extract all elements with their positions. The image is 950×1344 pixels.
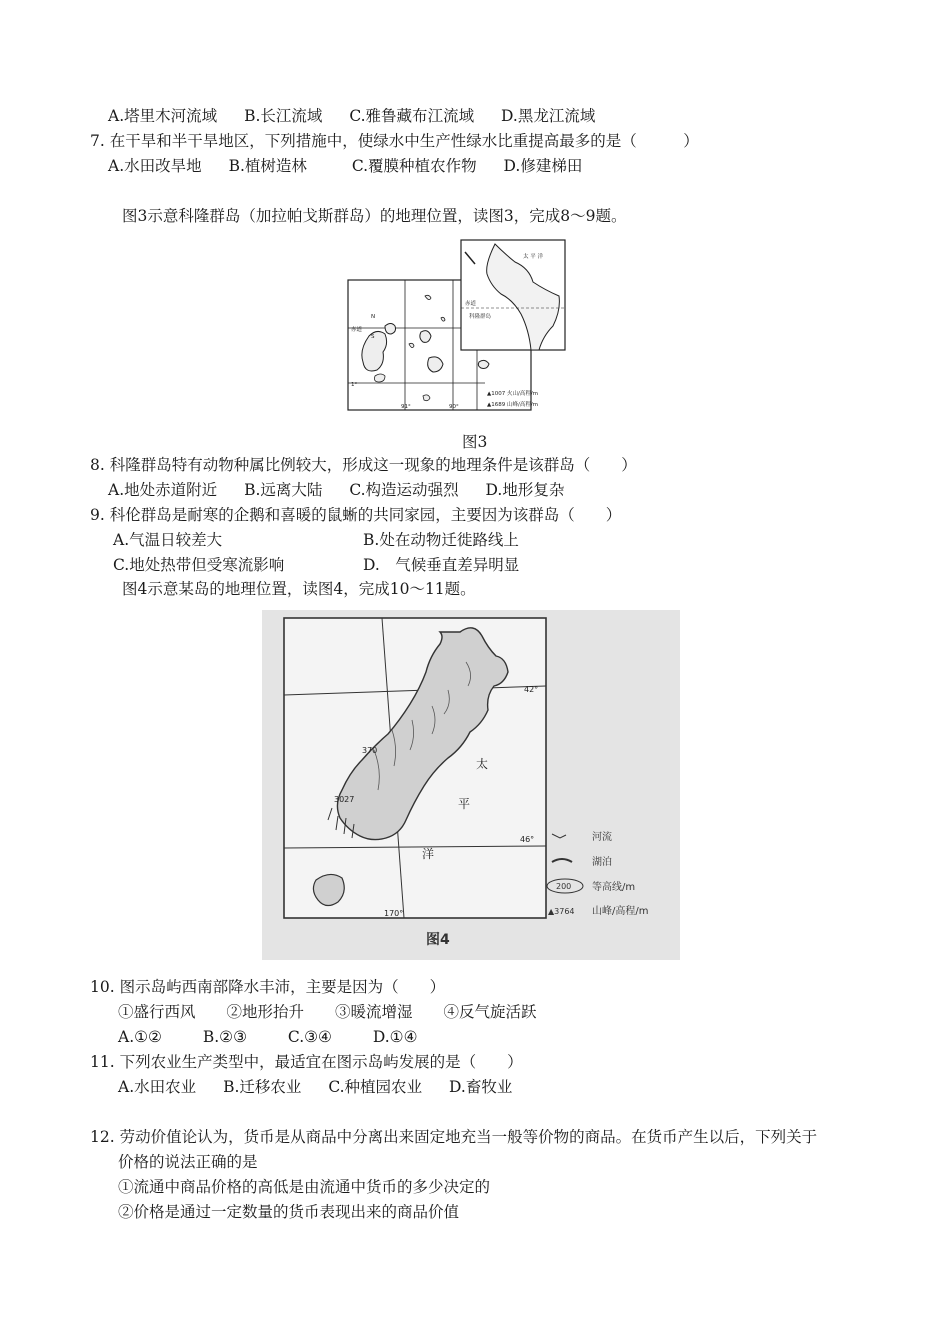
q10-option-d: D.①④ — [372, 1028, 418, 1046]
q11-option-a: A.水田农业 — [118, 1078, 197, 1096]
fig3-legend-peak: ▲1689 山峰/高程/m — [487, 402, 539, 408]
q8-option-c: C.构造运动强烈 — [349, 481, 459, 499]
q10-option-b: B.②③ — [202, 1028, 247, 1046]
q6-option-b: B.长江流域 — [244, 107, 323, 125]
fig4-sea-char-1: 太 — [476, 757, 489, 771]
q8-option-a: A.地处赤道附近 — [108, 481, 218, 499]
fig3-label-lat: 1° — [351, 382, 358, 388]
fig3-label-lon91: 91° — [401, 404, 411, 410]
q7-option-c: C.覆膜种植农作物 — [351, 157, 477, 175]
q12-item1: ①流通中商品价格的高低是由流通中货币的多少决定的 — [118, 1178, 491, 1196]
fig3-inset-equator: 赤道 — [465, 301, 477, 307]
q9-stem: 9. 科伦群岛是耐寒的企鹅和喜暖的鼠蜥的共同家园，主要因为该群岛（ ） — [90, 506, 622, 524]
fig4-lon: 170° — [384, 909, 404, 918]
fig4-legend-contour-value: 200 — [556, 882, 572, 891]
q9-option-c: C.地处热带但受寒流影响 — [113, 556, 285, 574]
fig3-legend-volcano: ▲1007 火山/高程/m — [487, 391, 539, 397]
q6-options — [108, 106, 617, 126]
q10-stem: 10. 图示岛屿西南部降水丰沛，主要是因为（ ） — [90, 978, 446, 996]
q12-item2: ②价格是通过一定数量的货币表现出来的商品价值 — [118, 1203, 460, 1221]
fig4-legend-peak-value: ▲3764 — [548, 907, 575, 916]
fig3-label-n: N — [371, 314, 376, 320]
fig4-peak-b: 3027 — [334, 795, 355, 804]
q10-options — [118, 1027, 439, 1047]
q12-stem-line2: 价格的说法正确的是 — [118, 1153, 258, 1171]
fig4-sea-char-3: 洋 — [422, 847, 435, 861]
fig4-legend-contour: 等高线/m — [592, 882, 636, 893]
q8-stem: 8. 科隆群岛特有动物种属比例较大，形成这一现象的地理条件是该群岛（ ） — [90, 456, 637, 474]
fig3-map — [345, 238, 605, 414]
q8-options — [108, 480, 586, 500]
q8-option-d: D.地形复杂 — [485, 481, 565, 499]
fig4-peak-a: 370 — [362, 746, 378, 755]
q9-option-a: A.气温日较差大 — [113, 531, 223, 549]
fig4-lat-top: 42° — [524, 685, 539, 694]
fig3-inset-islands: 科隆群岛 — [469, 314, 492, 320]
fig4-legend-lake: 湖泊 — [592, 857, 612, 868]
q6-option-c: C.雅鲁藏布江流域 — [349, 107, 475, 125]
q10-option-c: C.③④ — [287, 1028, 332, 1046]
q6-option-a: A.塔里木河流域 — [108, 107, 218, 125]
fig3-inset-ocean: 太 平 洋 — [523, 254, 543, 260]
fig3-caption: 图3 — [462, 433, 488, 451]
q11-option-c: C.种植园农业 — [328, 1078, 423, 1096]
fig4-intro: 图4示意某岛的地理位置，读图4，完成10～11题。 — [122, 580, 476, 598]
q11-option-d: D.畜牧业 — [449, 1078, 513, 1096]
q7-option-b: B.植树造林 — [228, 157, 307, 175]
q7-stem: 7. 在干旱和半干旱地区，下列措施中，使绿水中生产性绿水比重提高最多的是（ ） — [90, 132, 699, 150]
q7-option-a: A.水田改旱地 — [108, 157, 202, 175]
q6-option-d: D.黑龙江流域 — [501, 107, 596, 125]
q9-option-b: B.处在动物迁徙路线上 — [363, 531, 519, 549]
q12-stem-line1: 12. 劳动价值论认为，货币是从商品中分离出来固定地充当一般等价物的商品。在货币产生以后，下列关于 — [90, 1128, 818, 1146]
fig4-caption: 图4 — [426, 932, 450, 948]
q7-option-d: D.修建梯田 — [503, 157, 583, 175]
fig4-lat-bottom: 46° — [520, 835, 535, 844]
q10-items: ①盛行西风 ②地形抬升 ③暖流增湿 ④反气旋活跃 — [118, 1003, 537, 1021]
q7-options — [108, 156, 604, 176]
fig3-label-equator: 赤道 — [351, 327, 363, 333]
q8-option-b: B.远离大陆 — [244, 481, 323, 499]
fig4-legend-river: 河流 — [592, 832, 612, 843]
fig4-map — [262, 610, 680, 960]
q10-option-a: A.①② — [118, 1028, 162, 1046]
fig3-label-s: S — [371, 334, 375, 340]
fig4-legend-peak: 山峰/高程/m — [592, 906, 649, 917]
fig3-intro: 图3示意科隆群岛（加拉帕戈斯群岛）的地理位置，读图3，完成8～9题。 — [122, 207, 627, 225]
fig3-label-lon90: 90° — [449, 404, 459, 410]
q11-option-b: B.迁移农业 — [223, 1078, 302, 1096]
q9-option-d: D. 气候垂直差异明显 — [363, 556, 520, 574]
fig4-sea-char-2: 平 — [458, 797, 471, 811]
q11-options — [118, 1077, 534, 1097]
q11-stem: 11. 下列农业生产类型中，最适宜在图示岛屿发展的是（ ） — [90, 1053, 523, 1071]
